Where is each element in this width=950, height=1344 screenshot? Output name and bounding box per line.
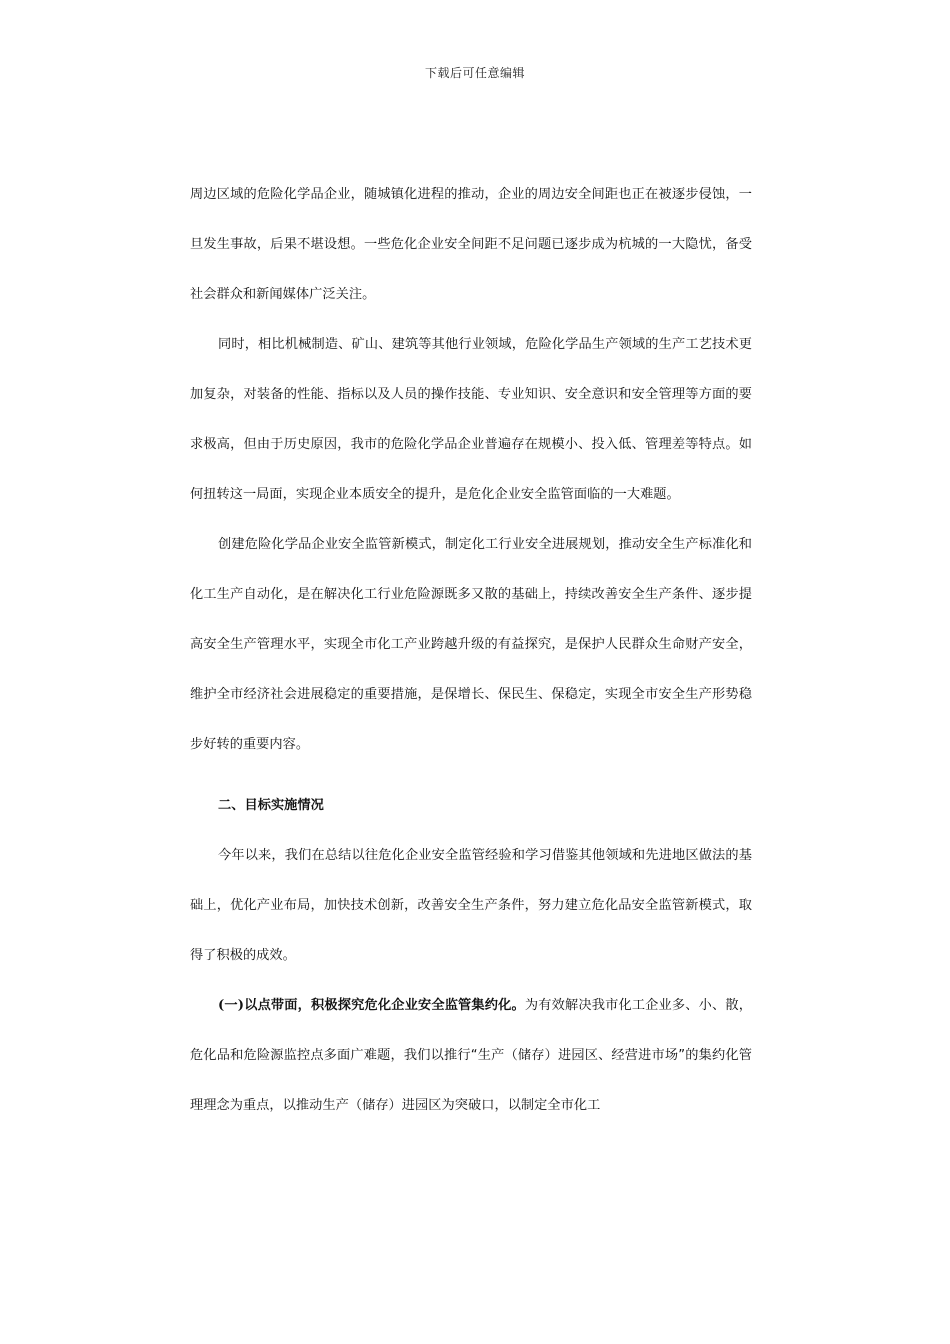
paragraph-continuation: 周边区域的危险化学品企业，随城镇化进程的推动，企业的周边安全间距也正在被逐步侵蚀，一旦发生事故，后果不堪设想。一些危化企业安全间距不足问题已逐步成为杭城的一大隐忧，备受社会群众和新闻媒体广泛关注。 [190, 187, 752, 302]
subsection-body: 为有效解决我市化工企业多、小、散，危化品和危险源监控点多面广难题，我们以推行“生产（储存）进园区、经营进市场”的集约化管理理念为重点，以推动生产（储存）进园区为突破口，以制定全市化工 [190, 998, 752, 1113]
paragraph-progress: 今年以来，我们在总结以往危化企业安全监管经验和学习借鉴其他领域和先进地区做法的基础上，优化产业布局，加快技术创新，改善安全生产条件，努力建立危化品安全监管新模式，取得了积极的成效。 [190, 848, 752, 963]
document-body [190, 170, 752, 1131]
paragraph-subsection-1 [190, 981, 752, 1131]
paragraph-comparison: 同时，相比机械制造、矿山、建筑等其他行业领域，危险化学品生产领域的生产工艺技术更加复杂，对装备的性能、指标以及人员的操作技能、专业知识、安全意识和安全管理等方面的要求极高，但由于历史原因，我市的危险化学品企业普遍存在规模小、投入低、管理差等特点。如何扭转这一局面，实现企业本质安全的提升，是危化企业安全监管面临的一大难题。 [190, 337, 752, 502]
subsection-lead: (一)以点带面，积极探究危化企业安全监管集约化。 [218, 998, 525, 1013]
paragraph-new-model: 创建危险化学品企业安全监管新模式，制定化工行业安全进展规划，推动安全生产标准化和化工生产自动化，是在解决化工行业危险源既多又散的基础上，持续改善安全生产条件、逐步提高安全生产管理水平，实现全市化工产业跨越升级的有益探究，是保护人民群众生命财产安全，维护全市经济社会进展稳定的重要措施，是保增长、保民生、保稳定，实现全市安全生产形势稳步好转的重要内容。 [190, 537, 752, 752]
section-heading: 二、目标实施情况 [218, 798, 324, 813]
page-header: 下载后可任意编辑 [424, 66, 525, 80]
